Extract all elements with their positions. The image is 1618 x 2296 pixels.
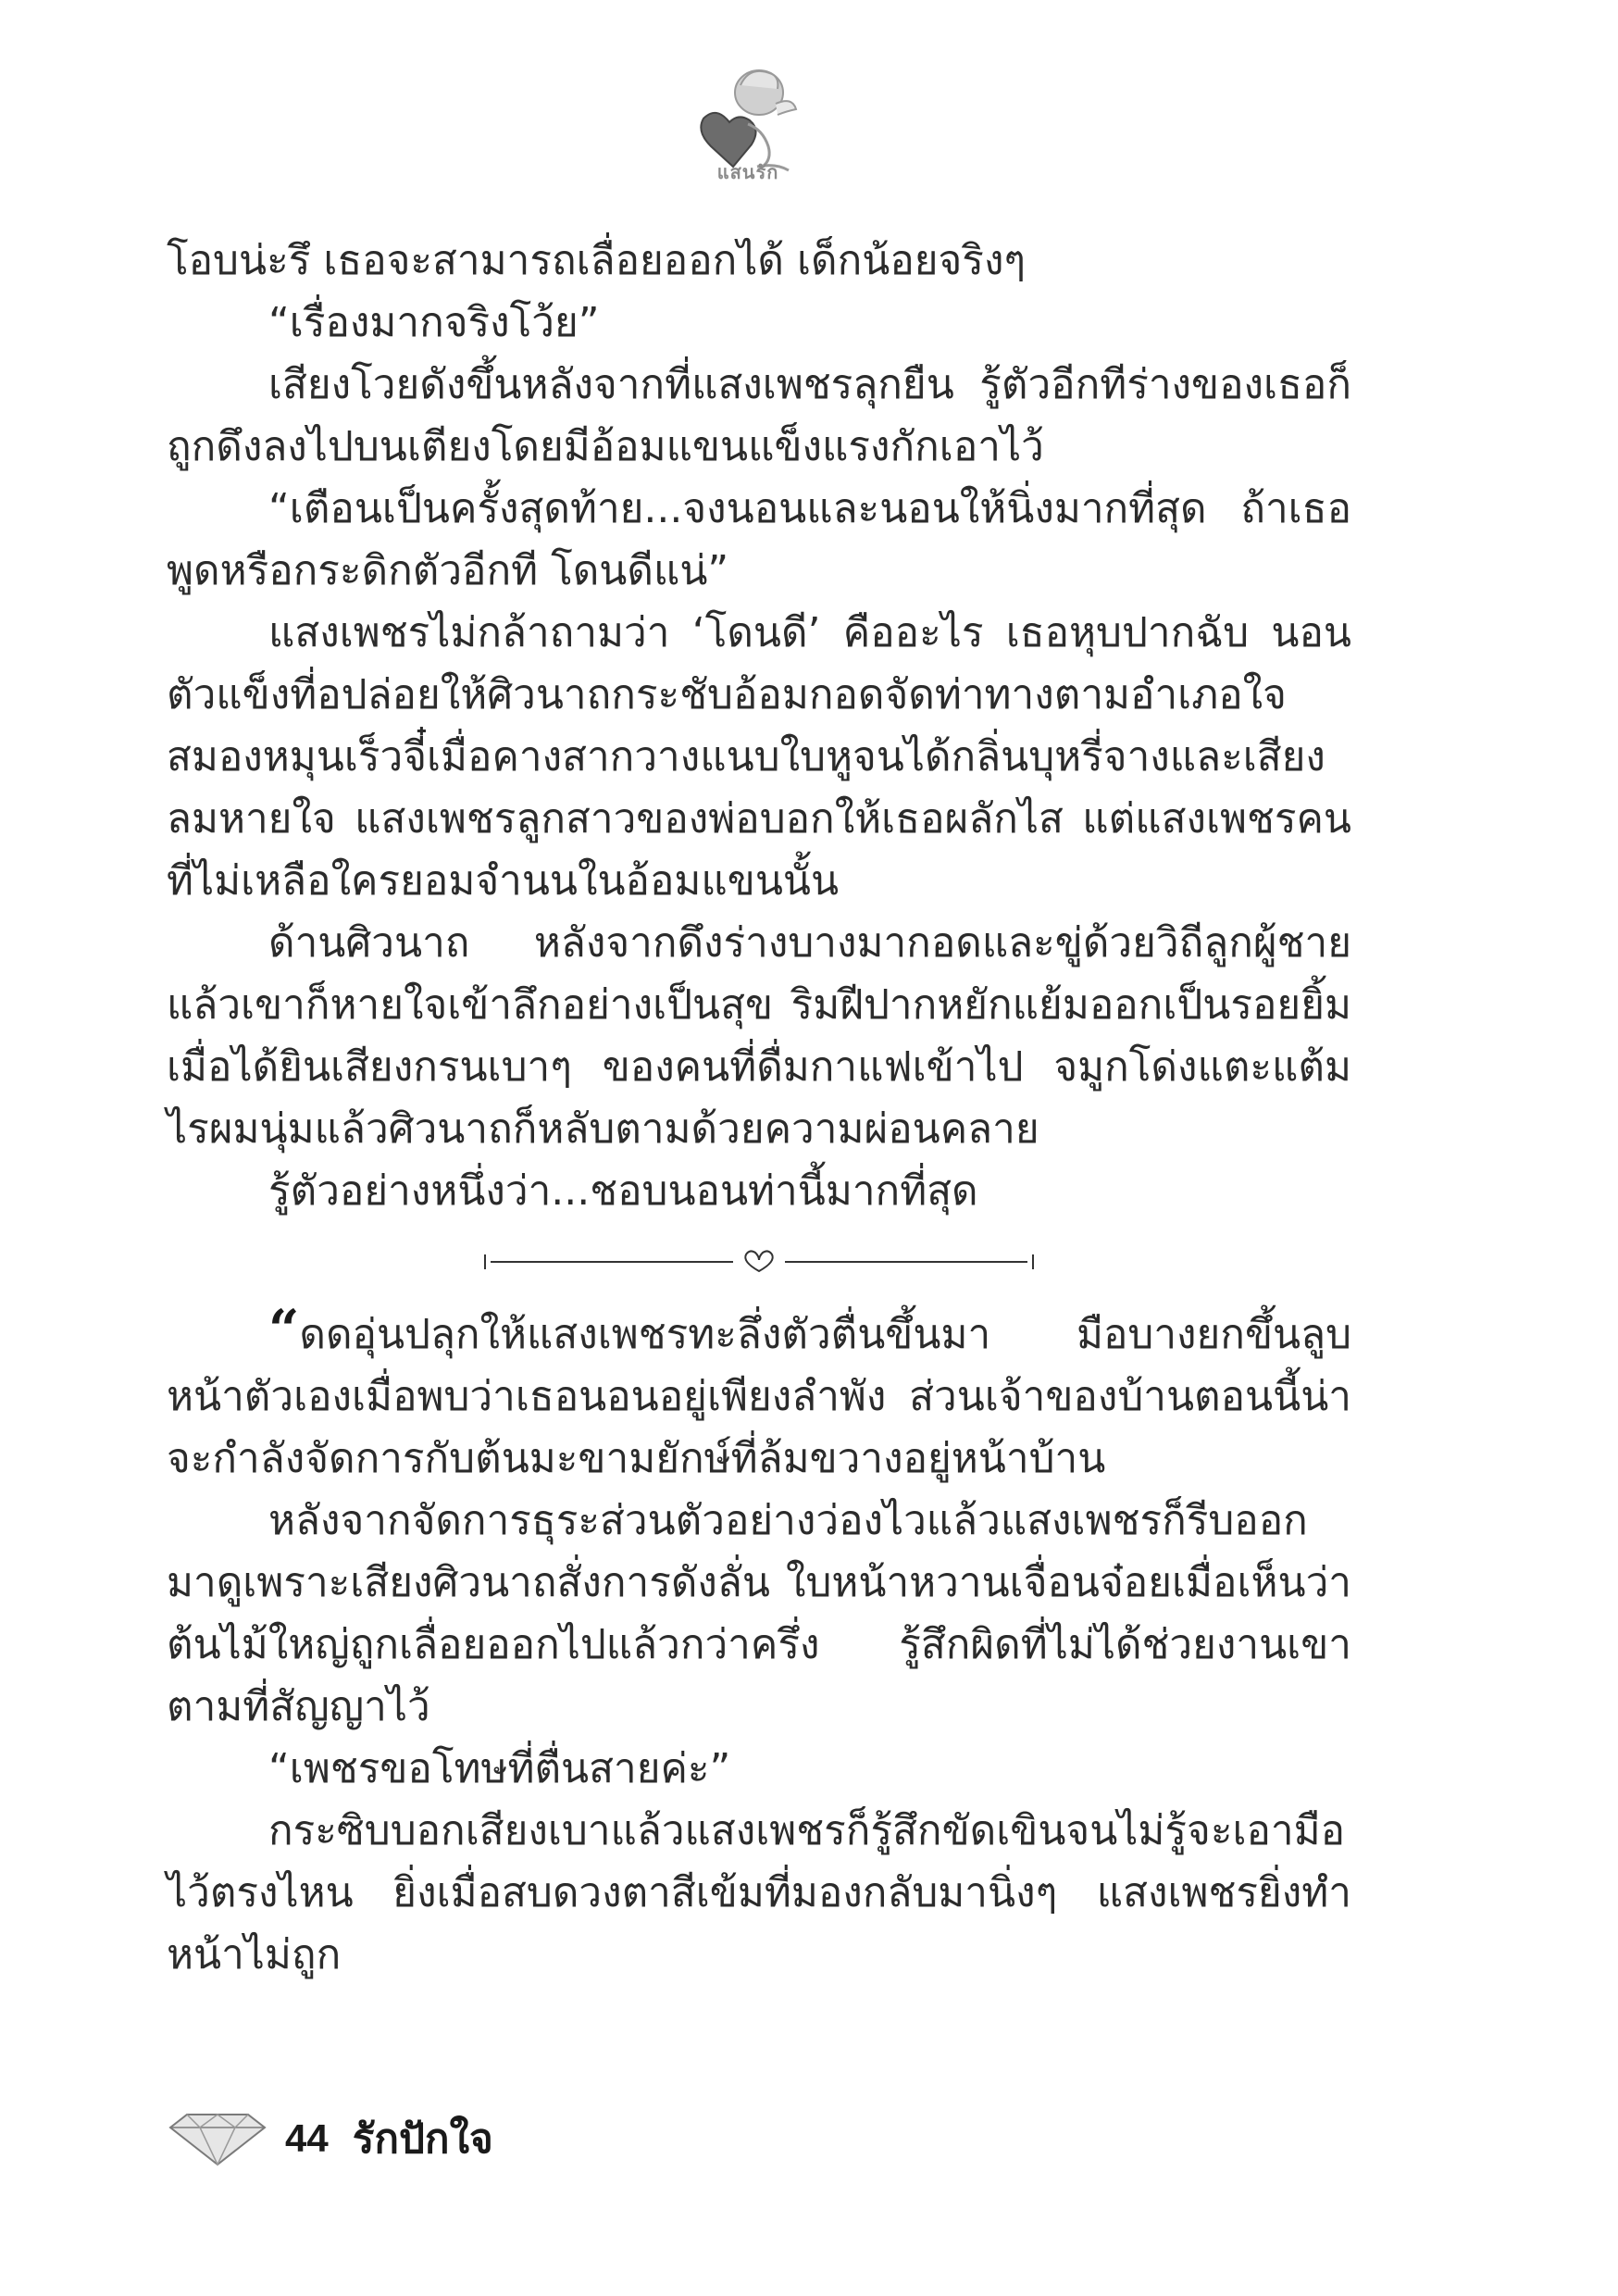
page-body: [167, 230, 1351, 1986]
logo-text: แสนรัก: [716, 161, 779, 183]
paragraph: เสียงโวยดังขึ้นหลังจากที่แสงเพชรลุกยืน รู้ตัวอีกทีร่างของเธอก็ถูกดึงลงไปบนเตียงโดยมีอ้อมแขนแข็งแรงกักเอาไว้: [167, 361, 1351, 470]
paragraph: โอบน่ะรึ เธอจะสามารถเลื่อยออกได้ เด็กน้อยจริงๆ: [167, 237, 1027, 284]
dropcap-quote: “: [268, 1298, 296, 1361]
paragraph: รู้ตัวอย่างหนึ่งว่า...ชอบนอนท่านี้มากที่สุด: [268, 1167, 978, 1215]
page-number: 44: [285, 2116, 329, 2160]
paragraph: “เตือนเป็นครั้งสุดท้าย...จงนอนและนอนให้นิ่งมากที่สุด ถ้าเธอพูดหรือกระดิกตัวอีกที โดนดีแน่”: [167, 485, 1351, 594]
book-title: รักปักใจ: [352, 2115, 493, 2163]
paragraph: “เพชรขอโทษที่ตื่นสายค่ะ”: [268, 1745, 731, 1792]
section-divider: [167, 1229, 1351, 1292]
paragraph: “เรื่องมากจริงโว้ย”: [268, 299, 600, 346]
heart-ornament-icon: [481, 1247, 1037, 1275]
diamond-icon: [167, 2111, 268, 2166]
paragraph: แสงเพชรไม่กล้าถามว่า ‘โดนดี’ คืออะไร เธอหุบปากฉับ นอนตัวแข็งที่อปล่อยให้ศิวนาถกระชับอ้อมกอดจัดท่าทางตามอำเภอใจ สมองหมุนเร็วจี๋เมื่อคางสากวางแนบใบหูจนได้กลิ่นบุหรี่จางและเสียงลมหายใจ แสงเพชรลูกสาวของพ่อบอกให้เธอผลักไส แต่แสงเพชรคนที่ไม่เหลือใครยอมจำนนในอ้อมแขนนั้น: [167, 609, 1351, 905]
paragraph: ด้านศิวนาถ หลังจากดึงร่างบางมากอดและขู่ด้วยวิถีลูกผู้ชายแล้วเขาก็หายใจเข้าลึกอย่างเป็นสุข ริมฝีปากหยักแย้มออกเป็นรอยยิ้มเมื่อได้ยินเสียงกรนเบาๆ ของคนที่ดื่มกาแฟเข้าไป จมูกโด่งแตะแต้มไรผมนุ่มแล้วศิวนาถก็หลับตามด้วยความผ่อนคลาย: [167, 919, 1351, 1153]
paragraph-text: ดดอุ่นปลุกให้แสงเพชรทะลึ่งตัวตื่นขึ้นมา มือบางยกขึ้นลูบหน้าตัวเองเมื่อพบว่าเธอนอนอยู่เพียงลำพัง ส่วนเจ้าของบ้านตอนนี้น่าจะกำลังจัดการกับต้นมะขามยักษ์ที่ล้มขวางอยู่หน้าบ้าน: [167, 1311, 1351, 1482]
paragraph: กระซิบบอกเสียงเบาแล้วแสงเพชรก็รู้สึกขัดเขินจนไม่รู้จะเอามือไว้ตรงไหน ยิ่งเมื่อสบดวงตาสีเข้มที่มองกลับมานิ่งๆ แสงเพชรยิ่งทำหน้าไม่ถูก: [167, 1807, 1351, 1978]
page-footer: [167, 2102, 493, 2176]
paragraph: หลังจากจัดการธุระส่วนตัวอย่างว่องไวแล้วแสงเพชรก็รีบออกมาดูเพราะเสียงศิวนาถสั่งการดังลั่น ใบหน้าหวานเจื่อนจ๋อยเมื่อเห็นว่าต้นไม้ใหญ่ถูกเลื่อยออกไปแล้วกว่าครึ่ง รู้สึกผิดที่ไม่ได้ช่วยงานเขาตามที่สัญญาไว้: [167, 1497, 1351, 1730]
paragraph: [167, 1299, 1351, 1490]
